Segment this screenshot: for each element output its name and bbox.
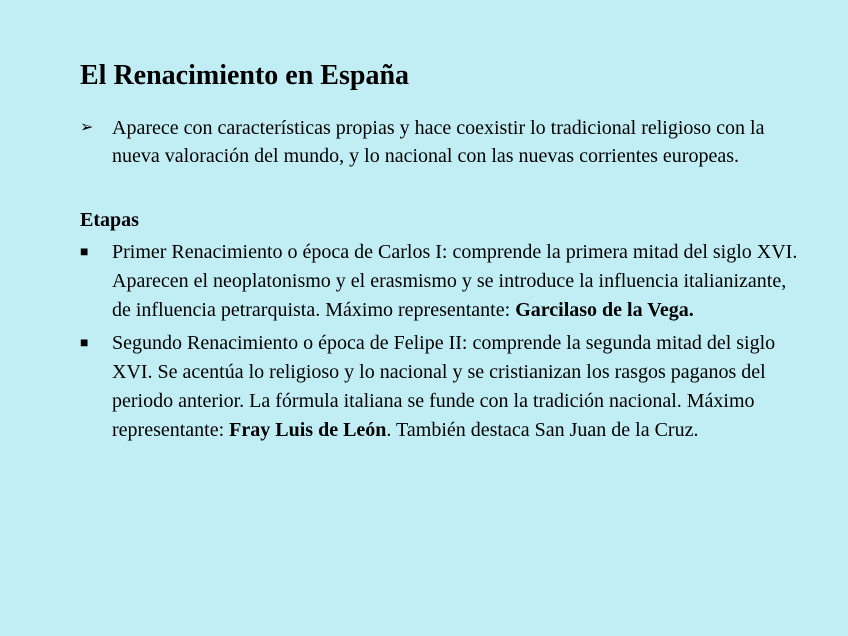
item-text-before: Segundo Renacimiento o época de Felipe II: comprende la segunda mitad del siglo XVI. Se acentúa lo religioso y lo nacional y se cristianizan los rasgos paganos del periodo anterior. La fórmula italiana se funde con la tradición nacional. Máximo representante: [112,332,776,441]
arrow-bullet-icon: ➢ [80,119,94,136]
item-representative: Garcilaso de la Vega. [515,299,694,321]
intro-text: Aparece con características propias y hace coexistir lo tradicional religioso con la nueva valoración del mundo, y lo nacional con las nuevas corrientes europeas. [112,117,765,167]
slide-title: El Renacimiento en España [80,60,410,91]
list-item-primer-renacimiento [80,238,800,325]
list-item-text [112,238,800,325]
slide [80,56,800,449]
square-bullet-icon: ■ [80,336,89,351]
list-item-segundo-renacimiento [80,329,800,445]
intro-bullet [80,114,800,170]
section-title-etapas: Etapas [80,209,139,231]
square-bullet-icon: ■ [80,245,89,260]
list-item-text [112,329,800,445]
stages-list [80,238,800,445]
item-text-before: Primer Renacimiento o época de Carlos I: comprende la primera mitad del siglo XVI. Aparecen el neoplatonismo y el erasmismo y se introduce la influencia italianizante, de influencia petrarquista. Máximo representante: [112,241,798,321]
item-text-after: . También destaca San Juan de la Cruz. [386,419,699,441]
item-representative: Fray Luis de León [229,419,387,441]
